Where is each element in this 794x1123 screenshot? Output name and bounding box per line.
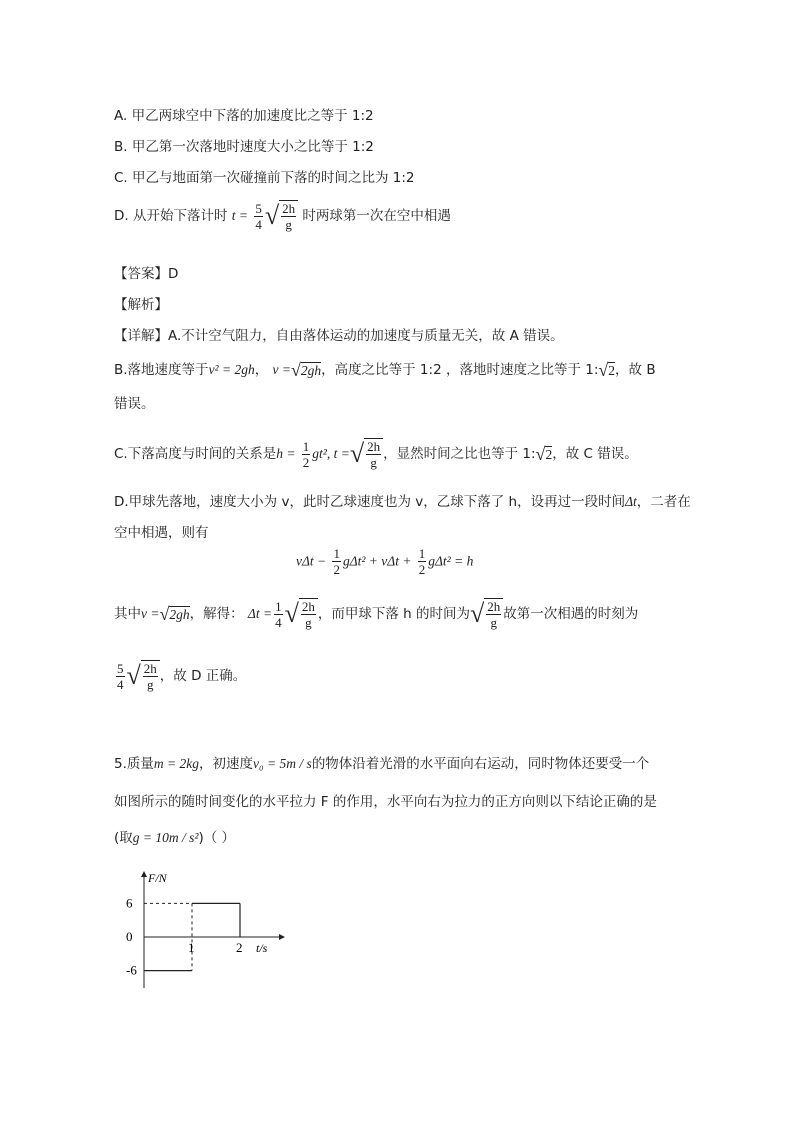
analysis-heading: 【解析】 — [114, 297, 168, 313]
x-tick-label: 2 — [236, 940, 243, 955]
y-tick-label: -6 — [126, 962, 137, 978]
option-d — [114, 200, 451, 232]
q5-line2: 如图所示的随时间变化的水平拉力 F 的作用，水平向右为拉力的正方向则以下结论正确的是 — [114, 794, 657, 810]
detail-d-line4: $\frac{5}{4}$ √ $\frac{2h}{g}$ ，故 D 正确。 — [117, 660, 247, 692]
detail-d-line1: D.甲球先落地，速度大小为 v，此时乙球速度也为 v，乙球下落了 h，设再过一段时间Δt，二者在 — [114, 494, 691, 510]
option-c: C. 甲乙与地面第一次碰撞前下落的时间之比为 1:2 — [114, 170, 415, 186]
x-axis-label: t/s — [256, 941, 268, 955]
force-time-chart — [126, 866, 294, 996]
option-d-t: t = — [231, 208, 249, 223]
detail-d-line2: 空中相遇，则有 — [114, 525, 209, 541]
x-tick-label: 1 — [188, 940, 195, 955]
option-a: A. 甲乙两球空中下落的加速度比之等于 1:2 — [114, 108, 374, 124]
detail-c: C.下落高度与时间的关系是h = $\frac{1}{2}$ gt², t =√ $\frac{2h}{g}$ ，显然时间之比也等于 1:√2，故 C 错误。 — [114, 438, 638, 470]
detail-d-line3: 其中v =√2gh，解得： Δt = $\frac{1}{4}$ √ $\frac{2h}{g}$ ，而甲球下落 h 的时间为√ $\frac{2h}{g}$ 故第一次相遇的时刻为 — [114, 598, 639, 630]
q5-line1: 5.质量m = 2kg，初速度v₀ = 5m / s的物体沿着光滑的水平面向右运动，同时物体还要受一个 — [114, 756, 650, 772]
answer: 【答案】D — [114, 266, 179, 282]
equation-meet: vΔt − $\frac{1}{2}$ gΔt² + vΔt + $\frac{1}{2}$ gΔt² = h — [296, 546, 474, 577]
y-tick-label: 0 — [126, 929, 133, 944]
sqrt-2h-g: √ $\frac{2h}{g}$ — [265, 200, 298, 232]
q5-line3: (取g = 10m / s²)（ ） — [114, 830, 236, 846]
y-axis-label: F/N — [148, 871, 167, 885]
option-d-suffix: 时两球第一次在空中相遇 — [302, 208, 451, 224]
detail-a: 【详解】A.不计空气阻力，自由落体运动的加速度与质量无关，故 A 错误。 — [114, 328, 564, 344]
y-tick-label: 6 — [126, 895, 133, 911]
option-b: B. 甲乙第一次落地时速度大小之比等于 1:2 — [114, 139, 374, 155]
option-d-prefix: D. 从开始下落计时 — [114, 208, 228, 224]
detail-b-cont: 错误。 — [114, 396, 155, 412]
fraction-5-4: $\frac{5}{4}$ — [255, 200, 262, 232]
detail-b: B.落地速度等于v² = 2gh， v =√2gh，高度之比等于 1:2 ，落地时速度之比等于 1:√2，故 B — [114, 359, 656, 380]
